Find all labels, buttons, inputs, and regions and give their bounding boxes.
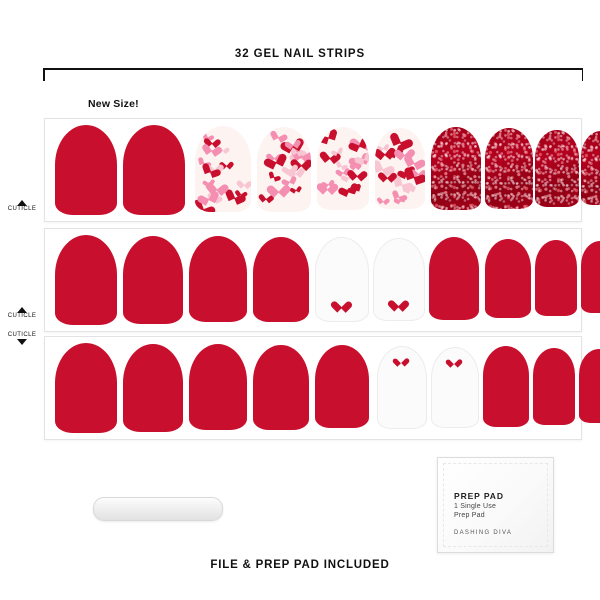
nail-strip[interactable] <box>377 346 427 429</box>
cuticle-label: CUTICLE <box>7 332 37 338</box>
heart-icon <box>205 141 219 154</box>
cuticle-marker-top <box>2 200 42 213</box>
nail-strip[interactable] <box>55 235 117 325</box>
nail-strip[interactable] <box>535 130 579 207</box>
heart-icon <box>380 195 389 203</box>
cuticle-label: CUTICLE <box>7 206 37 212</box>
nail-strip[interactable] <box>257 127 311 212</box>
nail-file[interactable] <box>93 497 223 521</box>
heart-icon <box>283 174 295 185</box>
bracket-tick-right <box>582 68 584 81</box>
nail-strip[interactable] <box>315 345 369 428</box>
nail-strip[interactable] <box>533 348 575 425</box>
nail-strip[interactable] <box>485 239 531 318</box>
nail-strip[interactable] <box>431 127 481 210</box>
prep-pad-line-2: Prep Pad <box>454 512 485 519</box>
heart-icon <box>350 166 363 178</box>
nail-strip[interactable] <box>189 236 247 322</box>
nail-strip[interactable] <box>483 346 529 427</box>
nail-strip[interactable] <box>315 237 369 322</box>
nail-strip-sheet[interactable] <box>44 228 582 332</box>
bracket-line <box>43 68 583 70</box>
heart-icon <box>396 355 406 364</box>
heart-icon <box>449 356 459 365</box>
heart-icon <box>405 183 414 192</box>
bottom-caption: FILE & PREP PAD INCLUDED <box>210 559 390 571</box>
nail-strip[interactable] <box>375 128 425 209</box>
heart-icon <box>265 149 283 166</box>
prep-pad[interactable] <box>437 457 554 553</box>
nail-strip[interactable] <box>123 344 183 432</box>
heart-icon <box>286 136 297 147</box>
heart-icon <box>283 162 295 173</box>
heart-icon <box>398 144 412 156</box>
heart-icon <box>291 184 299 192</box>
nail-strip[interactable] <box>431 347 479 428</box>
nail-strip[interactable] <box>485 128 533 209</box>
nail-strip[interactable] <box>373 238 425 321</box>
bracket-tick-left <box>43 68 45 81</box>
nail-strip[interactable] <box>535 240 577 316</box>
heart-icon <box>381 168 393 179</box>
heart-icon <box>332 145 342 154</box>
cuticle-label: CUTICLE <box>7 313 37 319</box>
heart-icon <box>392 296 405 308</box>
nail-strip[interactable] <box>253 345 309 430</box>
cuticle-marker-bottom <box>2 332 42 345</box>
nail-strip-sheet[interactable] <box>44 118 582 222</box>
heart-icon <box>377 143 392 157</box>
prep-pad-title: PREP PAD <box>454 491 504 501</box>
nail-strip[interactable] <box>189 344 247 430</box>
nail-strip[interactable] <box>195 126 251 212</box>
nail-strip[interactable] <box>55 343 117 433</box>
nail-strip[interactable] <box>579 349 600 423</box>
page-title: 32 GEL NAIL STRIPS <box>234 48 366 60</box>
nail-strip[interactable] <box>253 237 309 322</box>
heart-icon <box>270 169 281 179</box>
nail-strip[interactable] <box>123 125 185 215</box>
nail-strip[interactable] <box>123 236 183 324</box>
heart-icon <box>239 177 249 186</box>
nail-strip-sheet[interactable] <box>44 336 582 440</box>
prep-pad-line-1: 1 Single Use <box>454 503 497 510</box>
nail-strip[interactable] <box>581 131 600 205</box>
prep-pad-brand: DASHING DIVA <box>454 530 513 536</box>
cuticle-marker-middle <box>2 307 42 320</box>
nail-strip[interactable] <box>581 241 600 313</box>
triangle-down-icon <box>17 339 27 345</box>
nail-strip[interactable] <box>317 127 369 210</box>
nail-strip[interactable] <box>429 237 479 320</box>
heart-icon <box>321 178 334 190</box>
new-size-label: New Size! <box>88 98 139 110</box>
measure-bracket-icon <box>43 68 583 82</box>
heart-icon <box>348 182 360 193</box>
heart-icon <box>335 297 348 309</box>
heart-icon <box>318 127 335 142</box>
nail-strip[interactable] <box>55 125 117 215</box>
